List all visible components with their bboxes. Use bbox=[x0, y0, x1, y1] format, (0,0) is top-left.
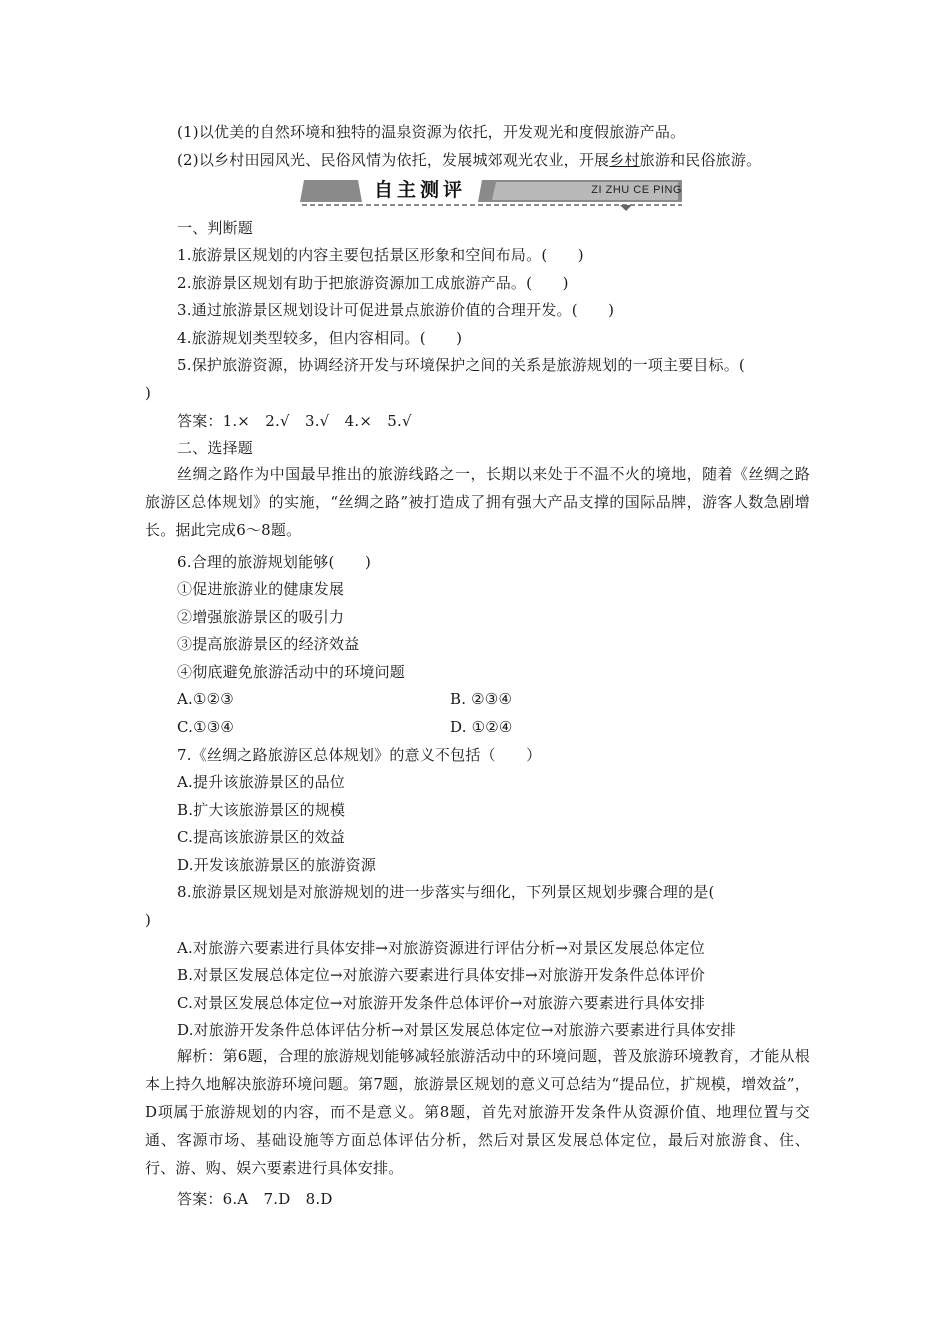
question-8-cont: ) bbox=[145, 911, 152, 929]
question-7-option-a: A.提升该旅游景区的品位 bbox=[177, 773, 346, 791]
question-6-option-a: A.①②③ bbox=[177, 690, 234, 708]
question-6-item-1: ①促进旅游业的健康发展 bbox=[177, 580, 345, 598]
judge-question-5-cont: ) bbox=[145, 384, 152, 402]
section1-heading: 一、判断题 bbox=[177, 219, 254, 237]
question-7-option-d: D.开发该旅游景区的旅游资源 bbox=[177, 856, 377, 874]
question-6: 6.合理的旅游规划能够( ) bbox=[177, 553, 372, 571]
judge-question-4: 4.旅游规划类型较多，但内容相同。( ) bbox=[177, 329, 463, 347]
section-banner bbox=[300, 176, 682, 212]
question-7: 7.《丝绸之路旅游区总体规划》的意义不包括（ ） bbox=[177, 746, 542, 764]
section1-answer: 答案：1.× 2.√ 3.√ 4.× 5.√ bbox=[177, 412, 412, 430]
banner-subtitle: ZI ZHU CE PING bbox=[591, 184, 682, 196]
judge-question-5: 5.保护旅游资源，协调经济开发与环境保护之间的关系是旅游规划的一项主要目标。( bbox=[177, 356, 745, 374]
intro-point-2-text-b: 旅游和民俗旅游。 bbox=[639, 151, 762, 169]
judge-question-1: 1.旅游景区规划的内容主要包括景区形象和空间布局。( ) bbox=[177, 246, 584, 264]
intro-point-2 bbox=[177, 149, 761, 171]
question-6-option-d: D. ①②④ bbox=[450, 718, 513, 736]
question-6-item-2: ②增强旅游景区的吸引力 bbox=[177, 608, 345, 626]
section2-heading: 二、选择题 bbox=[177, 439, 254, 457]
judge-question-2: 2.旅游景区规划有助于把旅游资源加工成旅游产品。( ) bbox=[177, 274, 569, 292]
question-8-option-d: D.对旅游开发条件总体评估分析→对景区发展总体定位→对旅游六要素进行具体安排 bbox=[177, 1021, 736, 1039]
question-8: 8.旅游景区规划是对旅游规划的进一步落实与细化，下列景区规划步骤合理的是( bbox=[177, 883, 715, 901]
section2-answer: 答案：6.A 7.D 8.D bbox=[177, 1190, 333, 1208]
intro-point-2-text-a: (2)以乡村田园风光、民俗风情为依托，发展城郊观光农业，开展 bbox=[177, 151, 610, 169]
analysis-paragraph: 解析：第6题，合理的旅游规划能够减轻旅游活动中的环境问题，普及旅游环境教育，才能从根本上持久地解决旅游环境问题。第7题，旅游景区规划的意义可总结为“提品位，扩规模，增效益”，D项属于旅游规划的内容，而不是意义。第8题，首先对旅游开发条件从资源价值、地理位置与交通、客源市场、基础设施等方面总体评估分析，然后对景区发展总体定位，最后对旅游食、住、行、游、购、娱六要素进行具体安排。 bbox=[145, 1047, 810, 1177]
judge-question-3: 3.通过旅游景区规划设计可促进景点旅游价值的合理开发。( ) bbox=[177, 301, 615, 319]
banner-title: 自主测评 bbox=[373, 179, 466, 201]
question-7-option-c: C.提高该旅游景区的效益 bbox=[177, 828, 346, 846]
question-8-option-b: B.对景区发展总体定位→对旅游六要素进行具体安排→对旅游开发条件总体评价 bbox=[177, 966, 706, 984]
intro-point-2-underlined: 乡村 bbox=[609, 151, 640, 169]
question-7-option-b: B.扩大该旅游景区的规模 bbox=[177, 801, 346, 819]
question-8-option-a: A.对旅游六要素进行具体安排→对旅游资源进行评估分析→对景区发展总体定位 bbox=[177, 939, 705, 957]
material-paragraph: 丝绸之路作为中国最早推出的旅游线路之一，长期以来处于不温不火的境地，随着《丝绸之路旅游区总体规划》的实施，“丝绸之路”被打造成了拥有强大产品支撑的国际品牌，游客人数急剧增长。据此完成6～8题。 bbox=[145, 465, 810, 539]
question-6-option-c: C.①③④ bbox=[177, 718, 235, 736]
question-8-option-c: C.对景区发展总体定位→对旅游开发条件总体评价→对旅游六要素进行具体安排 bbox=[177, 994, 706, 1012]
question-6-option-b: B. ②③④ bbox=[450, 690, 513, 708]
question-6-item-3: ③提高旅游景区的经济效益 bbox=[177, 635, 360, 653]
intro-point-1: (1)以优美的自然环境和独特的温泉资源为依托，开发观光和度假旅游产品。 bbox=[177, 123, 686, 141]
question-6-item-4: ④彻底避免旅游活动中的环境问题 bbox=[177, 663, 406, 681]
